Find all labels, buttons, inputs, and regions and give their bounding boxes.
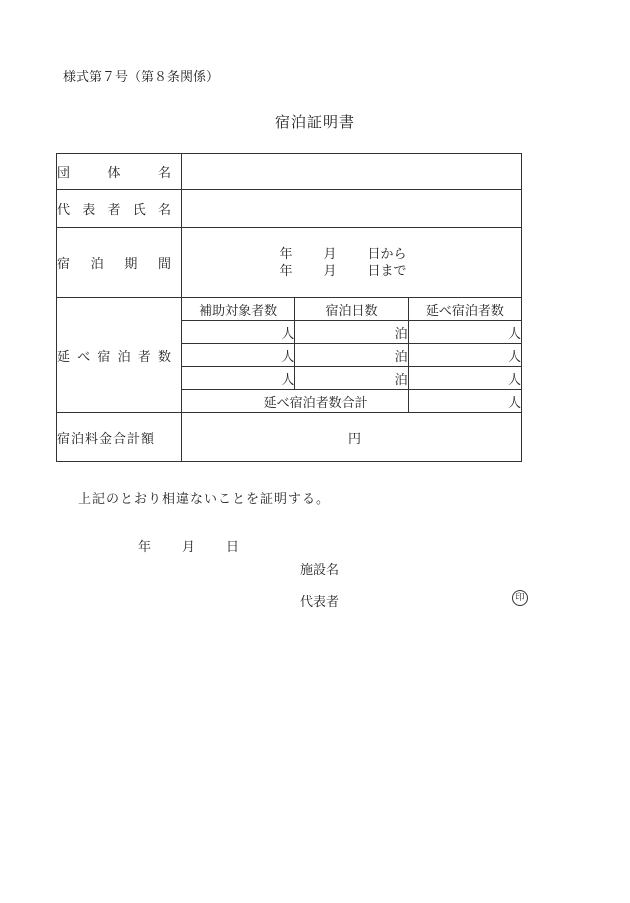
nights-cell[interactable]: 泊 [295,321,408,344]
representative-value[interactable] [182,190,522,228]
nights-cell[interactable]: 泊 [295,367,408,390]
period-char: 間 [157,257,171,272]
period-char: 泊 [90,257,104,272]
fee-total-value[interactable] [182,413,522,462]
fee-total-row [57,413,522,462]
fee-total-label [57,413,182,462]
group-name-char: 体 [107,166,121,181]
representative-char: 表 [82,203,96,218]
form-number-label: 様式第７号（第８条関係） [63,70,220,85]
total-guests-cell[interactable]: 人 [408,344,521,367]
date-day: 日 [226,540,240,555]
representative-char: 者 [107,203,121,218]
header-subsidized-count: 補助対象者数 [182,298,295,321]
group-name-char: 名 [157,166,171,181]
period-from-day: 日から [367,246,407,262]
date-year: 年 [138,540,152,555]
representative-label [57,190,182,228]
subsidized-count-cell[interactable]: 人 [182,344,295,367]
total-guests-char: 泊 [117,349,131,365]
fee-total-label-text: 宿泊料金合計額 [57,431,156,447]
subsidized-count-cell[interactable]: 人 [182,367,295,390]
representative-sign-label: 代表者 [300,595,340,610]
document-title: 宿泊証明書 [274,113,355,131]
period-from-month: 月 [323,246,337,262]
total-guests-char: 宿 [97,349,111,365]
certification-statement: 上記のとおり相違ないことを証明する。 [78,492,331,507]
subtotal-label: 延べ宿泊者数合計 [182,390,409,413]
header-nights: 宿泊日数 [295,298,408,321]
period-char: 宿 [57,257,71,272]
group-name-char: 団 [57,166,71,181]
period-to-line [182,263,521,280]
header-total-guests: 延べ宿泊者数 [408,298,521,321]
total-guests-label [57,298,182,413]
representative-char: 氏 [132,203,146,218]
period-char: 期 [124,257,138,272]
period-label [57,228,182,298]
group-name-value[interactable] [182,154,522,190]
certification-date[interactable] [138,536,239,555]
representative-char: 代 [57,203,71,218]
nights-cell[interactable]: 泊 [295,344,408,367]
total-guests-char: 数 [157,349,171,365]
yen-unit: 円 [347,431,361,447]
subtotal-cell[interactable]: 人 [408,390,521,413]
certificate-table [56,153,522,462]
total-guests-char: べ [77,349,91,365]
guest-header-row [57,298,522,321]
period-to-month: 月 [323,263,337,279]
total-guests-char: 者 [137,349,151,365]
total-guests-char: 延 [57,349,71,365]
subsidized-count-cell[interactable]: 人 [182,321,295,344]
period-row [57,228,522,298]
period-to-day: 日まで [367,263,407,279]
total-guests-cell[interactable]: 人 [408,321,521,344]
facility-name-label: 施設名 [300,563,340,578]
period-from-line [182,246,521,263]
seal-mark: 印 [512,590,528,606]
period-to-year: 年 [279,263,293,279]
representative-char: 名 [157,203,171,218]
group-name-row [57,154,522,190]
period-value[interactable] [182,228,522,298]
total-guests-cell[interactable]: 人 [408,367,521,390]
group-name-label [57,154,182,190]
date-month: 月 [182,540,196,555]
representative-row [57,190,522,228]
period-from-year: 年 [279,246,293,262]
